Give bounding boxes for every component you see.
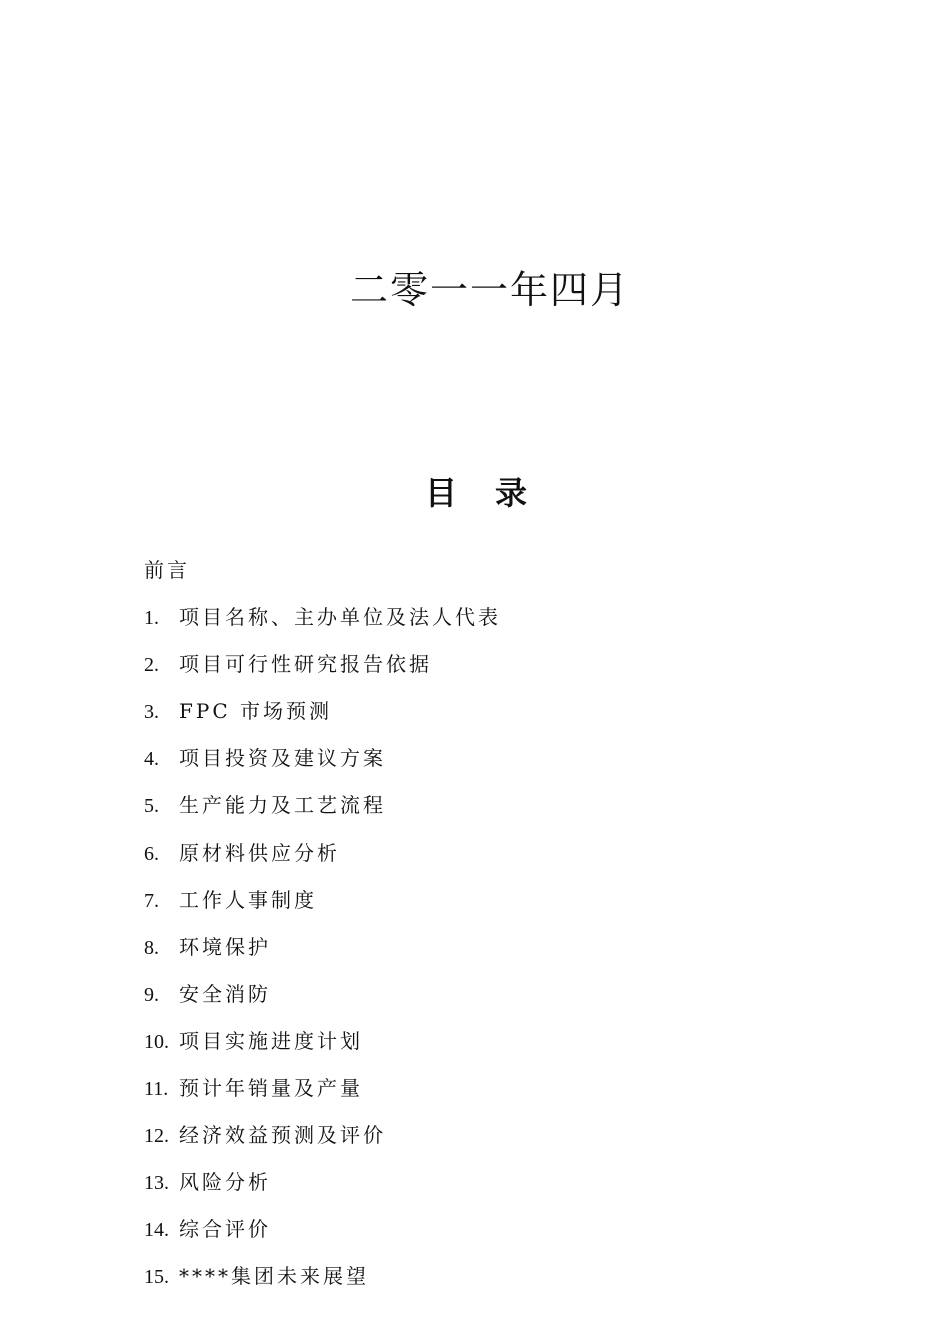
toc-item-label: 前言 (144, 558, 190, 582)
document-date-title: 二零一一年四月 (349, 268, 630, 312)
toc-item-label: 环境保护 (179, 934, 271, 959)
toc-item-preface (144, 552, 844, 599)
toc-item-label: 安全消防 (179, 981, 271, 1006)
toc-item-number: 1. (144, 607, 159, 630)
toc-item-number: 13. (144, 1172, 169, 1195)
toc-item-number: 15. (144, 1266, 169, 1289)
toc-item-label: FPC 市场预测 (179, 699, 332, 724)
toc-item-label: 工作人事制度 (179, 887, 317, 912)
toc-item (144, 740, 844, 787)
toc-item (144, 1070, 844, 1117)
toc-item (144, 976, 844, 1023)
toc-item (144, 929, 844, 976)
toc-item-label: 原材料供应分析 (179, 840, 340, 865)
toc-item-label: ****集团未来展望 (179, 1264, 369, 1289)
toc-item-number: 14. (144, 1219, 169, 1242)
toc-item-number: 6. (144, 842, 159, 865)
toc-item (144, 599, 844, 646)
toc-item-label: 经济效益预测及评价 (179, 1123, 386, 1148)
toc-item-number: 5. (144, 795, 159, 818)
toc-item-number: 7. (144, 889, 159, 912)
toc-item (144, 835, 844, 882)
toc-item-label: 项目实施进度计划 (179, 1028, 363, 1053)
toc-item (144, 1117, 844, 1164)
toc-item-label: 生产能力及工艺流程 (179, 793, 386, 818)
toc-item (144, 787, 844, 834)
toc-item-number: 4. (144, 748, 159, 771)
toc-item (144, 1258, 844, 1305)
toc-heading: 目录 (424, 474, 565, 512)
toc-item-label: 风险分析 (179, 1170, 271, 1195)
toc-item-number: 11. (144, 1078, 169, 1101)
toc-item-number: 9. (144, 983, 159, 1006)
toc-item (144, 1211, 844, 1258)
toc-item-label: 项目可行性研究报告依据 (179, 652, 432, 677)
toc-item (144, 646, 844, 693)
toc-item (144, 1023, 844, 1070)
toc-item-label: 预计年销量及产量 (179, 1076, 363, 1101)
toc-item (144, 882, 844, 929)
toc-item-label: 综合评价 (179, 1217, 271, 1242)
toc-item-label: 项目名称、主办单位及法人代表 (179, 605, 501, 630)
toc-item-number: 3. (144, 701, 159, 724)
table-of-contents (144, 552, 844, 1306)
toc-item (144, 1164, 844, 1211)
toc-item-number: 8. (144, 936, 159, 959)
toc-item-number: 10. (144, 1030, 169, 1053)
toc-item-number: 12. (144, 1125, 169, 1148)
toc-item-number: 2. (144, 654, 159, 677)
toc-item-label: 项目投资及建议方案 (179, 746, 386, 771)
toc-item (144, 693, 844, 740)
